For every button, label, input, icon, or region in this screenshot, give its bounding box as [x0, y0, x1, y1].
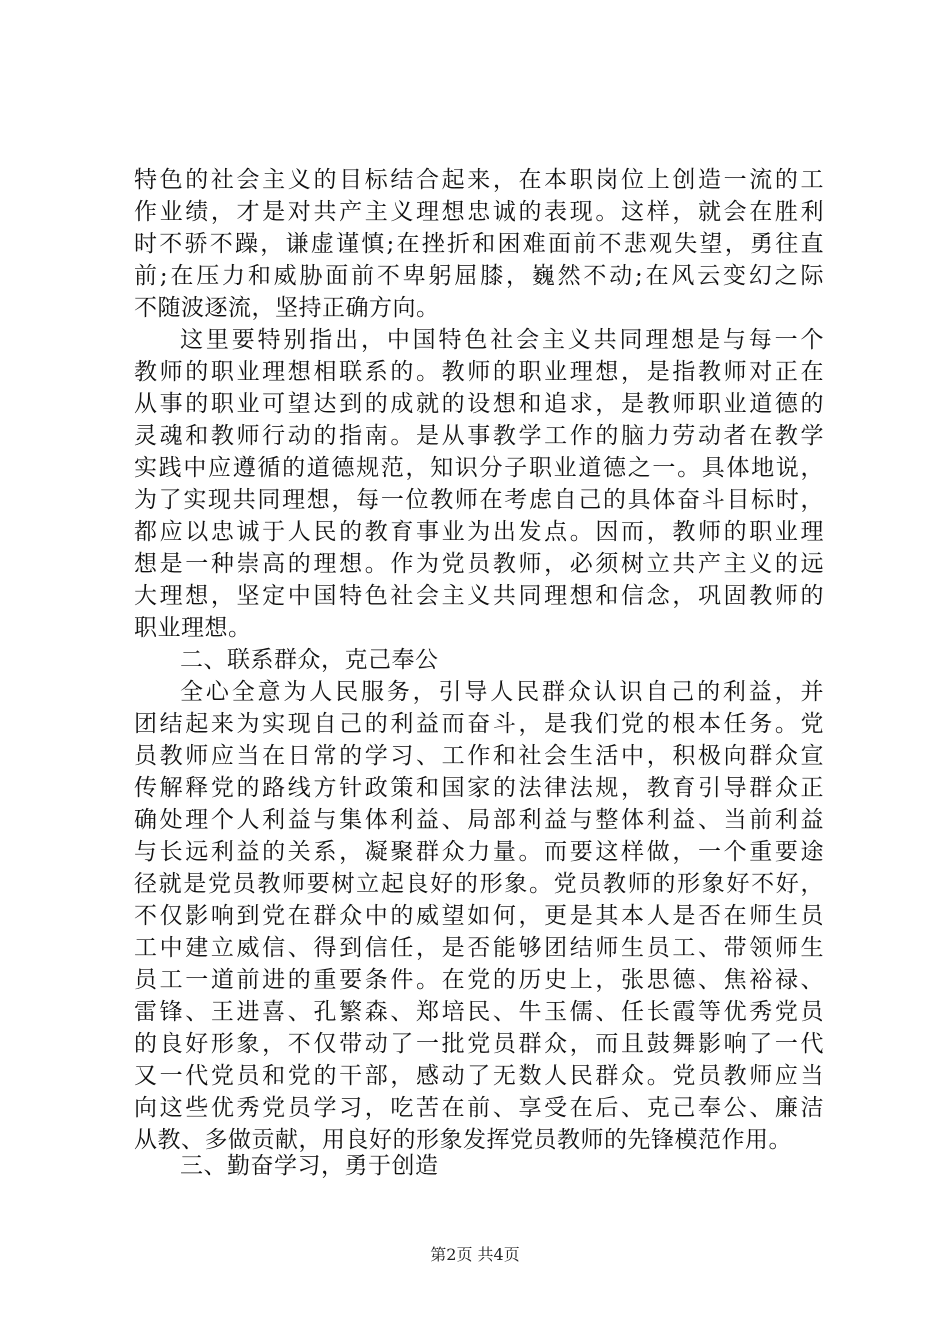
text-line: 传解释党的路线方针政策和国家的法律法规，教育引导群众正: [134, 775, 824, 801]
text-line: 灵魂和教师行动的指南。是从事教学工作的脑力劳动者在教学: [134, 423, 824, 449]
text-line: 想是一种崇高的理想。作为党员教师，必须树立共产主义的远: [134, 551, 824, 577]
text-line: 又一代党员和党的干部，感动了无数人民群众。党员教师应当: [134, 1063, 824, 1089]
text-line: 实践中应遵循的道德规范，知识分子职业道德之一。具体地说，: [134, 455, 824, 481]
document-body: [134, 164, 824, 1156]
section-heading-2: 二、联系群众，克己奉公: [180, 647, 439, 673]
text-line: 向这些优秀党员学习，吃苦在前、享受在后、克己奉公、廉洁: [134, 1095, 824, 1121]
text-line: 都应以忠诚于人民的教育事业为出发点。因而，教师的职业理: [134, 519, 824, 545]
text-line: 为了实现共同理想，每一位教师在考虑自己的具体奋斗目标时，: [134, 487, 824, 513]
text-line: 从事的职业可望达到的成就的设想和追求，是教师职业道德的: [134, 391, 824, 417]
text-line: 大理想，坚定中国特色社会主义共同理想和信念，巩固教师的: [134, 583, 824, 609]
text-line: 确处理个人利益与集体利益、局部利益与整体利益、当前利益: [134, 807, 824, 833]
text-line: 从教、多做贡献，用良好的形象发挥党员教师的先锋模范作用。: [134, 1127, 792, 1153]
text-line: 雷锋、王进喜、孔繁森、郑培民、牛玉儒、任长霞等优秀党员: [134, 999, 824, 1025]
text-line: 员工一道前进的重要条件。在党的历史上，张思德、焦裕禄、: [134, 967, 824, 993]
text-line: 前;在压力和威胁面前不卑躬屈膝，巍然不动;在风云变幻之际: [134, 263, 824, 289]
text-line: 教师的职业理想相联系的。教师的职业理想，是指教师对正在: [134, 359, 824, 385]
section-heading-3: 三、勤奋学习，勇于创造: [180, 1153, 439, 1179]
text-line: 团结起来为实现自己的利益而奋斗，是我们党的根本任务。党: [134, 711, 824, 737]
paragraph-first-line: 全心全意为人民服务，引导人民群众认识自己的利益，并: [180, 679, 824, 705]
text-line: 工中建立威信、得到信任，是否能够团结师生员工、带领师生: [134, 935, 824, 961]
text-line: 不随波逐流，坚持正确方向。: [134, 295, 440, 321]
text-line: 不仅影响到党在群众中的威望如何，更是其本人是否在师生员: [134, 903, 824, 929]
text-line: 特色的社会主义的目标结合起来，在本职岗位上创造一流的工: [134, 167, 824, 193]
text-line: 员教师应当在日常的学习、工作和社会生活中，积极向群众宣: [134, 743, 824, 769]
text-line: 职业理想。: [134, 615, 252, 641]
page-footer: 第2页 共4页: [430, 1245, 520, 1264]
text-line: 径就是党员教师要树立起良好的形象。党员教师的形象好不好，: [134, 871, 824, 897]
text-line: 的良好形象，不仅带动了一批党员群众，而且鼓舞影响了一代: [134, 1031, 824, 1057]
paragraph-first-line: 这里要特别指出，中国特色社会主义共同理想是与每一个: [180, 327, 824, 353]
text-line: 时不骄不躁，谦虚谨慎;在挫折和困难面前不悲观失望，勇往直: [134, 231, 824, 257]
text-line: 作业绩，才是对共产主义理想忠诚的表现。这样，就会在胜利: [134, 199, 824, 225]
text-line: 与长远利益的关系，凝聚群众力量。而要这样做，一个重要途: [134, 839, 824, 865]
